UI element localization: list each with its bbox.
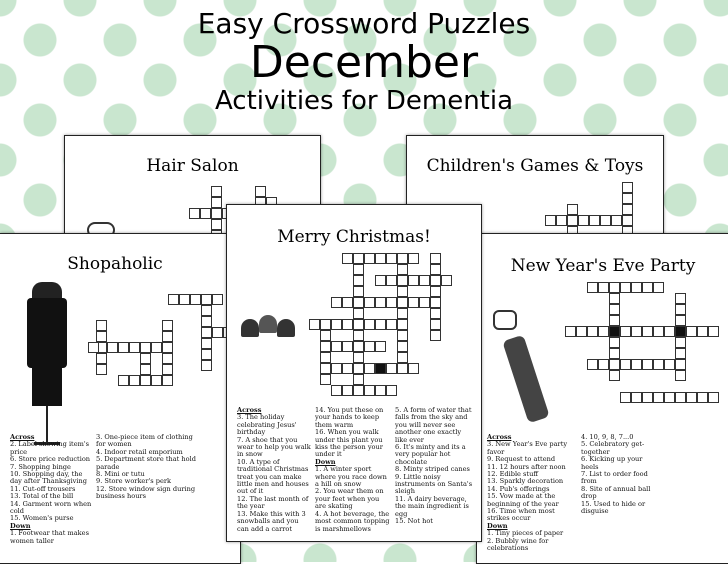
sheet-new-years-eve bbox=[476, 233, 728, 564]
grid-cell bbox=[375, 319, 386, 330]
grid-cell bbox=[162, 353, 173, 364]
grid-cell bbox=[609, 337, 620, 348]
grid-cell bbox=[364, 297, 375, 308]
grid-cell bbox=[653, 282, 664, 293]
grid-cell bbox=[622, 204, 633, 215]
grid-cell bbox=[201, 305, 212, 316]
grid-cell bbox=[162, 364, 173, 375]
grid-cell bbox=[353, 352, 364, 363]
grid-cell bbox=[179, 294, 190, 305]
grid-cell bbox=[631, 282, 642, 293]
grid-cell bbox=[386, 319, 397, 330]
clue-item: 6. It's minty and its a very popular hot chocolate bbox=[395, 443, 466, 466]
grid-cell bbox=[664, 359, 675, 370]
grid-cell bbox=[200, 208, 211, 219]
grid-cell bbox=[342, 363, 353, 374]
clue-item: 13. Make this with 3 snowballs and you can add a carrot bbox=[237, 509, 306, 533]
grid-cell bbox=[631, 326, 642, 337]
clue-heading: Down bbox=[10, 521, 31, 530]
clue-item: 3. One-piece item of clothing for women bbox=[96, 433, 193, 449]
grid-cell bbox=[364, 363, 375, 374]
clue-item: 14. Pub's offerings bbox=[487, 484, 550, 493]
grid-cell bbox=[397, 319, 408, 330]
clue-item: 12. The last month of the year bbox=[237, 494, 309, 511]
grid-cell bbox=[320, 341, 331, 352]
clue-heading: Across bbox=[237, 406, 262, 414]
clue-item: 1. Footwear that makes women taller bbox=[10, 529, 89, 545]
grid-cell bbox=[697, 392, 708, 403]
clue-item: 11. Cut-off trousers bbox=[10, 484, 76, 493]
clue-item: 5. Department store that hold parade bbox=[96, 455, 196, 471]
grid-cell bbox=[168, 294, 179, 305]
grid-cell bbox=[620, 282, 631, 293]
grid-cell bbox=[118, 342, 129, 353]
grid-cell bbox=[342, 319, 353, 330]
grid-cell bbox=[255, 186, 266, 197]
clues-column-2 bbox=[581, 434, 661, 515]
grid-cell bbox=[386, 275, 397, 286]
grid-cell bbox=[397, 264, 408, 275]
clue-item: 8. Mini or tutu bbox=[96, 470, 145, 479]
sheet-merry-christmas bbox=[226, 204, 482, 542]
coat-on-mannequin-illustration bbox=[22, 282, 72, 452]
grid-cell-blocked bbox=[609, 326, 620, 337]
grid-cell bbox=[430, 253, 441, 264]
clue-item: 2. Bubbly wine for celebrations bbox=[487, 536, 549, 553]
clue-item: 4. 10, 9, 8, 7...0 bbox=[581, 433, 634, 441]
grid-cell bbox=[331, 363, 342, 374]
clue-item: 6. Kicking up your heels bbox=[581, 455, 643, 471]
grid-cell bbox=[430, 286, 441, 297]
grid-cell bbox=[708, 392, 719, 403]
grid-cell bbox=[320, 319, 331, 330]
sheet-title: Shopaholic bbox=[67, 254, 163, 274]
grid-cell bbox=[397, 253, 408, 264]
grid-cell bbox=[397, 275, 408, 286]
grid-cell bbox=[578, 215, 589, 226]
grid-cell bbox=[430, 275, 441, 286]
grid-cell bbox=[631, 392, 642, 403]
grid-cell bbox=[364, 341, 375, 352]
clue-item: 13. Sparkly decoration bbox=[487, 477, 564, 486]
clue-item: 14. Garment worn when cold bbox=[10, 499, 92, 516]
grid-cell bbox=[622, 182, 633, 193]
grid-cell bbox=[107, 342, 118, 353]
grid-cell bbox=[353, 374, 364, 385]
clue-heading: Down bbox=[315, 457, 336, 466]
clue-item: 1. A winter sport where you race down a hill on snow bbox=[315, 465, 387, 489]
grid-cell bbox=[353, 341, 364, 352]
clues-column-2 bbox=[96, 434, 196, 501]
grid-cell bbox=[353, 330, 364, 341]
grid-cell bbox=[609, 370, 620, 381]
grid-cell bbox=[190, 294, 201, 305]
grid-cell bbox=[212, 294, 223, 305]
clue-item: 3. New Year's Eve party favor bbox=[487, 440, 568, 456]
grid-cell bbox=[140, 353, 151, 364]
grid-cell bbox=[320, 363, 331, 374]
grid-cell bbox=[430, 330, 441, 341]
sheet-title: Hair Salon bbox=[146, 156, 239, 176]
grid-cell bbox=[201, 327, 212, 338]
clue-item: 15. Not hot bbox=[395, 517, 433, 526]
grid-cell bbox=[408, 275, 419, 286]
grid-cell bbox=[430, 297, 441, 308]
grid-cell bbox=[397, 297, 408, 308]
grid-cell bbox=[162, 342, 173, 353]
grid-cell bbox=[342, 253, 353, 264]
clue-item: 8. Minty striped canes bbox=[395, 465, 470, 474]
clues-column-1 bbox=[10, 434, 92, 545]
grid-cell bbox=[408, 297, 419, 308]
clues-column-3 bbox=[395, 407, 475, 526]
grid-cell bbox=[331, 385, 342, 396]
grid-cell bbox=[211, 186, 222, 197]
grid-cell bbox=[631, 359, 642, 370]
clue-item: 9. Little noisy instruments on Santa's sleigh bbox=[395, 472, 473, 496]
grid-cell bbox=[320, 330, 331, 341]
clue-heading: Down bbox=[487, 521, 508, 530]
grid-cell bbox=[353, 253, 364, 264]
grid-cell bbox=[430, 308, 441, 319]
grid-cell bbox=[556, 215, 567, 226]
grid-cell bbox=[642, 359, 653, 370]
grid-cell-blocked bbox=[375, 363, 386, 374]
grid-cell bbox=[653, 359, 664, 370]
grid-cell bbox=[675, 293, 686, 304]
grid-cell bbox=[397, 330, 408, 341]
grid-cell bbox=[600, 215, 611, 226]
grid-cell bbox=[697, 326, 708, 337]
grid-cell bbox=[96, 320, 107, 331]
sheet-title: Children's Games & Toys bbox=[426, 156, 644, 176]
grid-cell bbox=[675, 359, 686, 370]
grid-cell bbox=[397, 341, 408, 352]
grid-cell bbox=[675, 315, 686, 326]
grid-cell bbox=[587, 326, 598, 337]
clue-item: 7. Shopping binge bbox=[10, 462, 71, 471]
grid-cell bbox=[675, 337, 686, 348]
grid-cell bbox=[609, 348, 620, 359]
christmas-bells-illustration bbox=[241, 309, 295, 339]
grid-cell bbox=[140, 364, 151, 375]
page-header bbox=[0, 8, 728, 116]
clues-column-2 bbox=[315, 407, 391, 533]
grid-cell bbox=[622, 193, 633, 204]
grid-cell bbox=[162, 375, 173, 386]
grid-cell bbox=[675, 348, 686, 359]
grid-cell bbox=[642, 392, 653, 403]
header-title: Easy Crossword Puzzles bbox=[197, 7, 531, 40]
grid-cell bbox=[353, 275, 364, 286]
grid-cell bbox=[567, 215, 578, 226]
clue-item: 4. A hot beverage, the most common topping is marshmellows bbox=[315, 509, 390, 533]
champagne-bottle-illustration bbox=[489, 306, 551, 426]
clue-item: 3. The holiday celebrating Jesus' birthday bbox=[237, 413, 297, 437]
clue-heading: Across bbox=[10, 433, 35, 441]
grid-cell bbox=[364, 385, 375, 396]
grid-cell bbox=[201, 360, 212, 371]
grid-cell bbox=[162, 320, 173, 331]
grid-cell bbox=[675, 304, 686, 315]
grid-cell bbox=[587, 282, 598, 293]
clue-item: 6. Store price reduction bbox=[10, 455, 91, 464]
clue-item: 14. You put these on your hands to keep them warm bbox=[315, 406, 384, 429]
grid-cell bbox=[664, 326, 675, 337]
grid-cell bbox=[211, 219, 222, 230]
grid-cell bbox=[96, 353, 107, 364]
grid-cell bbox=[129, 375, 140, 386]
grid-cell bbox=[598, 359, 609, 370]
grid-cell bbox=[140, 342, 151, 353]
grid-cell bbox=[375, 341, 386, 352]
grid-cell bbox=[565, 326, 576, 337]
grid-cell bbox=[140, 375, 151, 386]
grid-cell bbox=[441, 275, 452, 286]
grid-cell bbox=[201, 294, 212, 305]
grid-cell bbox=[708, 326, 719, 337]
grid-cell bbox=[598, 282, 609, 293]
grid-cell bbox=[151, 342, 162, 353]
grid-cell bbox=[201, 316, 212, 327]
clue-item: 10. Shopping day, the day after Thanksgiving bbox=[10, 470, 87, 486]
grid-cell bbox=[576, 326, 587, 337]
grid-cell bbox=[386, 253, 397, 264]
header-month: December bbox=[249, 37, 479, 88]
clue-heading: Across bbox=[487, 433, 512, 441]
grid-cell bbox=[653, 326, 664, 337]
clue-item: 13. Total of the bill bbox=[10, 492, 74, 501]
grid-cell bbox=[375, 275, 386, 286]
grid-cell bbox=[353, 319, 364, 330]
grid-cell bbox=[567, 204, 578, 215]
grid-cell bbox=[211, 197, 222, 208]
clue-item: 5. Celebratory get-together bbox=[581, 440, 645, 456]
grid-cell bbox=[622, 215, 633, 226]
grid-cell bbox=[162, 331, 173, 342]
grid-cell bbox=[331, 297, 342, 308]
grid-cell bbox=[642, 282, 653, 293]
grid-cell bbox=[353, 308, 364, 319]
grid-cell bbox=[353, 363, 364, 374]
clue-item: 2. Label showing item's price bbox=[10, 440, 90, 456]
grid-cell bbox=[364, 319, 375, 330]
grid-cell bbox=[201, 338, 212, 349]
grid-cell bbox=[620, 392, 631, 403]
grid-cell bbox=[545, 215, 556, 226]
grid-cell bbox=[611, 215, 622, 226]
grid-cell bbox=[686, 326, 697, 337]
grid-cell bbox=[397, 286, 408, 297]
header-subtitle: Activities for Dementia bbox=[214, 86, 514, 116]
grid-cell bbox=[664, 392, 675, 403]
grid-cell bbox=[642, 326, 653, 337]
grid-cell bbox=[653, 392, 664, 403]
grid-cell bbox=[609, 315, 620, 326]
grid-cell bbox=[609, 282, 620, 293]
grid-cell bbox=[309, 319, 320, 330]
grid-cell bbox=[430, 319, 441, 330]
clue-item: 12. Store window sign during business hours bbox=[96, 484, 196, 501]
clues-column-1 bbox=[237, 407, 311, 533]
clue-item: 5. A form of water that falls from the sky and you will never see another one exactly like ever bbox=[395, 406, 472, 444]
grid-cell bbox=[609, 359, 620, 370]
grid-cell bbox=[386, 297, 397, 308]
clue-item: 11. 12 hours after noon bbox=[487, 462, 566, 471]
grid-cell bbox=[320, 374, 331, 385]
grid-cell bbox=[620, 326, 631, 337]
sheet-title: Merry Christmas! bbox=[277, 227, 431, 247]
clues-column-1 bbox=[487, 434, 573, 553]
clue-item: 7. List to order food from bbox=[581, 470, 648, 486]
clue-item: 15. Women's purse bbox=[10, 514, 74, 523]
grid-cell bbox=[620, 359, 631, 370]
grid-cell bbox=[408, 253, 419, 264]
clue-item: 8. Site of annual ball drop bbox=[581, 484, 651, 501]
grid-cell bbox=[598, 326, 609, 337]
grid-cell bbox=[686, 392, 697, 403]
grid-cell bbox=[419, 275, 430, 286]
grid-cell bbox=[375, 297, 386, 308]
grid-cell bbox=[96, 364, 107, 375]
grid-cell bbox=[211, 208, 222, 219]
grid-cell bbox=[118, 375, 129, 386]
grid-cell bbox=[675, 392, 686, 403]
grid-cell bbox=[386, 363, 397, 374]
clue-item: 4. Indoor retail emporium bbox=[96, 447, 183, 456]
grid-cell bbox=[331, 341, 342, 352]
grid-cell bbox=[375, 253, 386, 264]
grid-cell bbox=[201, 349, 212, 360]
grid-cell bbox=[353, 385, 364, 396]
grid-cell bbox=[342, 297, 353, 308]
clue-item: 15. Used to hide or disguise bbox=[581, 499, 646, 516]
clue-item: 2. You wear them on your feet when you are skating bbox=[315, 487, 384, 511]
clue-item: 1. Tiny pieces of paper bbox=[487, 529, 564, 538]
grid-cell bbox=[88, 342, 99, 353]
grid-cell bbox=[587, 359, 598, 370]
grid-cell bbox=[386, 385, 397, 396]
grid-cell bbox=[397, 363, 408, 374]
grid-cell bbox=[353, 264, 364, 275]
clue-item: 7. A shoe that you wear to help you walk in snow bbox=[237, 435, 311, 459]
grid-cell bbox=[419, 297, 430, 308]
clue-item: 10. A type of traditional Christmas treat you can make little men and houses out of it bbox=[237, 457, 309, 496]
grid-cell bbox=[320, 352, 331, 363]
grid-cell bbox=[342, 385, 353, 396]
sheet-title: New Year's Eve Party bbox=[510, 256, 696, 276]
grid-cell bbox=[364, 253, 375, 264]
grid-cell-blocked bbox=[675, 326, 686, 337]
grid-cell bbox=[342, 341, 353, 352]
grid-cell bbox=[212, 327, 223, 338]
grid-cell bbox=[375, 385, 386, 396]
clue-item: 16. When you walk under this plant you kiss the person your under it bbox=[315, 428, 383, 459]
grid-cell bbox=[609, 304, 620, 315]
clue-item: 12. Edible stuff bbox=[487, 470, 539, 479]
grid-cell bbox=[589, 215, 600, 226]
grid-cell bbox=[331, 319, 342, 330]
grid-cell bbox=[675, 370, 686, 381]
grid-cell bbox=[430, 264, 441, 275]
clue-item: 16. Time when most strikes occur bbox=[487, 507, 555, 523]
sheet-shopaholic bbox=[0, 233, 241, 564]
grid-cell bbox=[408, 363, 419, 374]
grid-cell bbox=[353, 297, 364, 308]
clue-item: 9. Store worker's perk bbox=[96, 477, 172, 486]
grid-cell bbox=[353, 286, 364, 297]
grid-cell bbox=[397, 352, 408, 363]
grid-cell bbox=[151, 375, 162, 386]
clue-item: 15. Vow made at the beginning of the year bbox=[487, 492, 559, 508]
grid-cell bbox=[189, 208, 200, 219]
clue-item: 9. Request to attend bbox=[487, 455, 556, 464]
grid-cell bbox=[129, 342, 140, 353]
grid-cell bbox=[96, 331, 107, 342]
grid-cell bbox=[397, 308, 408, 319]
grid-cell bbox=[609, 293, 620, 304]
clue-item: 11. A dairy beverage, the main ingredient is egg bbox=[395, 494, 469, 518]
